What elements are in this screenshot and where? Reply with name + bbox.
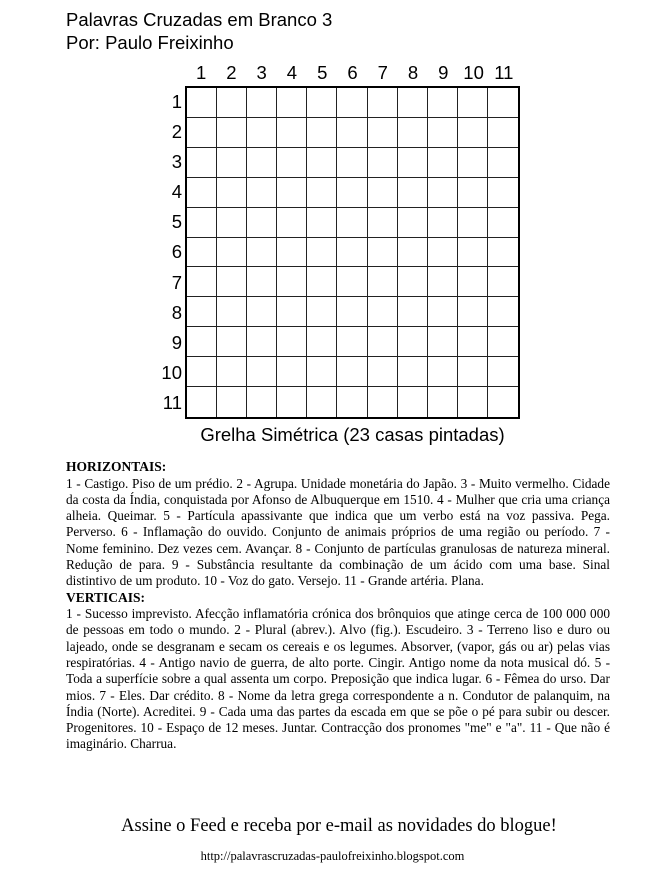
grid-cell[interactable] — [187, 238, 217, 268]
column-label: 11 — [494, 62, 514, 83]
grid-cell[interactable] — [217, 327, 247, 357]
grid-cell[interactable] — [398, 267, 428, 297]
grid-cell[interactable] — [307, 267, 337, 297]
grid-cell[interactable] — [398, 148, 428, 178]
grid-cell[interactable] — [247, 178, 277, 208]
grid-cell[interactable] — [307, 148, 337, 178]
grid-cell[interactable] — [428, 148, 458, 178]
author-line: Por: Paulo Freixinho — [66, 32, 234, 53]
grid-cell[interactable] — [488, 208, 518, 238]
document-header — [66, 8, 332, 54]
row-label: 11 — [162, 391, 182, 413]
grid-cell[interactable] — [187, 148, 217, 178]
grid-cell[interactable] — [337, 178, 367, 208]
grid-cell[interactable] — [187, 297, 217, 327]
grid-cell[interactable] — [488, 327, 518, 357]
row-label: 1 — [171, 91, 182, 113]
grid-cell[interactable] — [307, 208, 337, 238]
row-label: 6 — [171, 241, 182, 263]
grid-cell[interactable] — [368, 387, 398, 417]
grid-cell[interactable] — [217, 238, 247, 268]
grid-cell[interactable] — [277, 387, 307, 417]
grid-cell[interactable] — [458, 148, 488, 178]
grid-cell[interactable] — [307, 178, 337, 208]
grid-cell[interactable] — [488, 88, 518, 118]
grid-cell[interactable] — [337, 267, 367, 297]
row-label: 3 — [171, 151, 182, 173]
grid-cell[interactable] — [428, 178, 458, 208]
clues-section — [66, 459, 610, 753]
grid-cell[interactable] — [368, 178, 398, 208]
grid-cell[interactable] — [428, 357, 458, 387]
grid-cell[interactable] — [398, 88, 428, 118]
grid-cell[interactable] — [488, 297, 518, 327]
grid-cell[interactable] — [428, 327, 458, 357]
grid-cell[interactable] — [217, 118, 247, 148]
grid-cell[interactable] — [277, 357, 307, 387]
grid-cell[interactable] — [337, 387, 367, 417]
grid-cell[interactable] — [187, 357, 217, 387]
grid-cell[interactable] — [217, 208, 247, 238]
row-label: 4 — [171, 181, 182, 203]
crossword-grid — [185, 86, 520, 419]
grid-cell[interactable] — [307, 238, 337, 268]
grid-cell[interactable] — [398, 387, 428, 417]
grid-cell[interactable] — [458, 208, 488, 238]
grid-cell[interactable] — [307, 327, 337, 357]
grid-cell[interactable] — [428, 297, 458, 327]
grid-cell[interactable] — [217, 297, 247, 327]
row-label: 8 — [171, 301, 182, 323]
column-label: 6 — [347, 62, 358, 83]
row-label: 10 — [161, 361, 182, 383]
grid-cell[interactable] — [368, 148, 398, 178]
grid-cell[interactable] — [247, 267, 277, 297]
page-title: Palavras Cruzadas em Branco 3 — [66, 9, 333, 30]
grid-cell[interactable] — [337, 88, 367, 118]
grid-cell[interactable] — [337, 297, 367, 327]
grid-cell[interactable] — [247, 297, 277, 327]
column-label: 1 — [195, 62, 207, 83]
grid-cell[interactable] — [458, 357, 488, 387]
grid-cell[interactable] — [247, 118, 277, 148]
grid-cell[interactable] — [277, 178, 307, 208]
column-label: 5 — [317, 62, 328, 83]
grid-cell[interactable] — [337, 357, 367, 387]
grid-cell[interactable] — [277, 88, 307, 118]
grid-cell[interactable] — [398, 118, 428, 148]
grid-cell[interactable] — [428, 88, 458, 118]
grid-cell[interactable] — [458, 297, 488, 327]
grid-cell[interactable] — [247, 357, 277, 387]
grid-cell[interactable] — [368, 327, 398, 357]
grid-cell[interactable] — [187, 178, 217, 208]
grid-cell[interactable] — [277, 118, 307, 148]
grid-cell[interactable] — [187, 387, 217, 417]
grid-cell[interactable] — [458, 88, 488, 118]
grid-cell[interactable] — [337, 148, 367, 178]
grid-cell[interactable] — [247, 238, 277, 268]
grid-cell[interactable] — [277, 208, 307, 238]
grid-cell[interactable] — [428, 238, 458, 268]
grid-cell[interactable] — [217, 267, 247, 297]
grid-cell[interactable] — [217, 387, 247, 417]
vertical-heading: VERTICAIS: — [66, 589, 146, 605]
grid-cell[interactable] — [428, 208, 458, 238]
grid-cell[interactable] — [488, 387, 518, 417]
grid-cell[interactable] — [488, 267, 518, 297]
grid-cell[interactable] — [187, 267, 217, 297]
grid-cell[interactable] — [187, 327, 217, 357]
row-label: 2 — [171, 121, 182, 143]
grid-cell[interactable] — [398, 327, 428, 357]
grid-cell[interactable] — [217, 357, 247, 387]
grid-cell[interactable] — [488, 118, 518, 148]
grid-cell[interactable] — [217, 88, 247, 118]
grid-cell[interactable] — [217, 148, 247, 178]
grid-cell[interactable] — [368, 118, 398, 148]
grid-cell[interactable] — [368, 357, 398, 387]
grid-cell[interactable] — [247, 327, 277, 357]
grid-cell[interactable] — [247, 148, 277, 178]
horizontal-heading: HORIZONTAIS: — [66, 459, 167, 474]
grid-cell[interactable] — [277, 297, 307, 327]
grid-cell[interactable] — [428, 267, 458, 297]
grid-cell[interactable] — [398, 178, 428, 208]
grid-cell[interactable] — [337, 208, 367, 238]
grid-cell[interactable] — [277, 327, 307, 357]
grid-cell[interactable] — [398, 208, 428, 238]
grid-cell[interactable] — [488, 357, 518, 387]
grid-cell[interactable] — [488, 238, 518, 268]
row-label: 7 — [171, 271, 182, 293]
grid-cell[interactable] — [307, 118, 337, 148]
column-label: 8 — [407, 62, 419, 83]
row-labels — [150, 87, 182, 418]
grid-caption: Grelha Simétrica (23 casas pintadas) — [200, 424, 505, 445]
grid-cell[interactable] — [398, 238, 428, 268]
grid-cell[interactable] — [368, 238, 398, 268]
grid-cell[interactable] — [368, 88, 398, 118]
grid-cell[interactable] — [368, 297, 398, 327]
grid-cell[interactable] — [368, 267, 398, 297]
grid-cell[interactable] — [307, 387, 337, 417]
grid-cell[interactable] — [187, 88, 217, 118]
grid-cell[interactable] — [247, 387, 277, 417]
column-label: 3 — [256, 62, 267, 83]
grid-cell[interactable] — [277, 148, 307, 178]
grid-cell[interactable] — [307, 88, 337, 118]
grid-cell[interactable] — [187, 118, 217, 148]
grid-cell[interactable] — [398, 297, 428, 327]
blog-url[interactable]: http://palavrascruzadas-paulofreixinho.blogspot.com — [200, 849, 465, 863]
grid-cell[interactable] — [187, 208, 217, 238]
grid-cell[interactable] — [458, 267, 488, 297]
grid-cell[interactable] — [398, 357, 428, 387]
column-label: 4 — [286, 62, 298, 83]
grid-cell[interactable] — [277, 238, 307, 268]
grid-cell[interactable] — [337, 118, 367, 148]
row-label: 5 — [171, 211, 182, 233]
grid-cell[interactable] — [217, 178, 247, 208]
grid-cell[interactable] — [458, 118, 488, 148]
column-labels — [186, 62, 519, 84]
grid-cell[interactable] — [307, 357, 337, 387]
grid-cell[interactable] — [458, 238, 488, 268]
column-label: 10 — [463, 62, 484, 83]
column-label: 9 — [438, 62, 449, 83]
column-label: 2 — [226, 62, 237, 83]
feed-promo: Assine o Feed e receba por e-mail as novidades do blogue! — [121, 816, 557, 836]
grid-cell[interactable] — [428, 118, 458, 148]
grid-cell[interactable] — [337, 238, 367, 268]
grid-cell[interactable] — [307, 297, 337, 327]
grid-cell[interactable] — [458, 387, 488, 417]
grid-cell[interactable] — [247, 88, 277, 118]
grid-cell[interactable] — [277, 267, 307, 297]
grid-cell[interactable] — [368, 208, 398, 238]
grid-cell[interactable] — [488, 148, 518, 178]
grid-cell[interactable] — [488, 178, 518, 208]
vertical-clues: 1 - Sucesso imprevisto. Afecção inflamatória crónica dos brônquios que atinge cerca de 100 000 000 de pessoas em todo o mundo. 2 - Plural (abrev.). Alvo (fig.). Escudeiro. 3 - Terreno liso e duro ou lajeado, onde se desgranam e secam os cereais e os legumes. Absorver, (vapor, gás ou ar) pelas vias respiratórias. 4 - Antigo navio de guerra, de alto porte. Cingir. Antigo nome da nota musical dó. 5 - Toda a superfície sobre a qual assenta um corpo. Preposição que indica lugar. 6 - Fêmea do urso. Dar mios. 7 - Eles. Dar crédito. 8 - Nome da letra grega correspondente a n. Condutor de palanquim, na Índia (Norte). Acreditei. 9 - Cada uma das partes da escada em que se põe o pé para subir ou descer. Progenitores. 10 - Espaço de 12 meses. Juntar. Contracção dos pronomes "me" e "a". 11 - Que não é imaginário. Charrua. — [66, 606, 610, 752]
grid-cell[interactable] — [247, 208, 277, 238]
horizontal-clues: 1 - Castigo. Piso de um prédio. 2 - Agrupa. Unidade monetária do Japão. 3 - Muito vermelho. Cidade da costa da Índia, conquistada por Afonso de Albuquerque em 1510. 4 - Mulher que cria uma criança alheia. Queimar. 5 - Partícula apassivante que indica que um verbo está na voz passiva. Pega. Perverso. 6 - Inflamação do ouvido. Conjunto de animais próprios de uma região ou período. 7 - Nome feminino. Dez vezes cem. Avançar. 8 - Conjunto de partículas granulosas de natureza mineral. Redução de para. 9 - Substância resultante da combinação de um ácido com uma base. Sinal distintivo de um produto. 10 - Voz do gato. Versejo. 11 - Grande artéria. Plana. — [66, 475, 610, 589]
grid-cell[interactable] — [458, 327, 488, 357]
grid-cell[interactable] — [428, 387, 458, 417]
grid-cell[interactable] — [458, 178, 488, 208]
column-label: 7 — [377, 62, 388, 83]
row-label: 9 — [171, 331, 182, 353]
grid-cell[interactable] — [337, 327, 367, 357]
